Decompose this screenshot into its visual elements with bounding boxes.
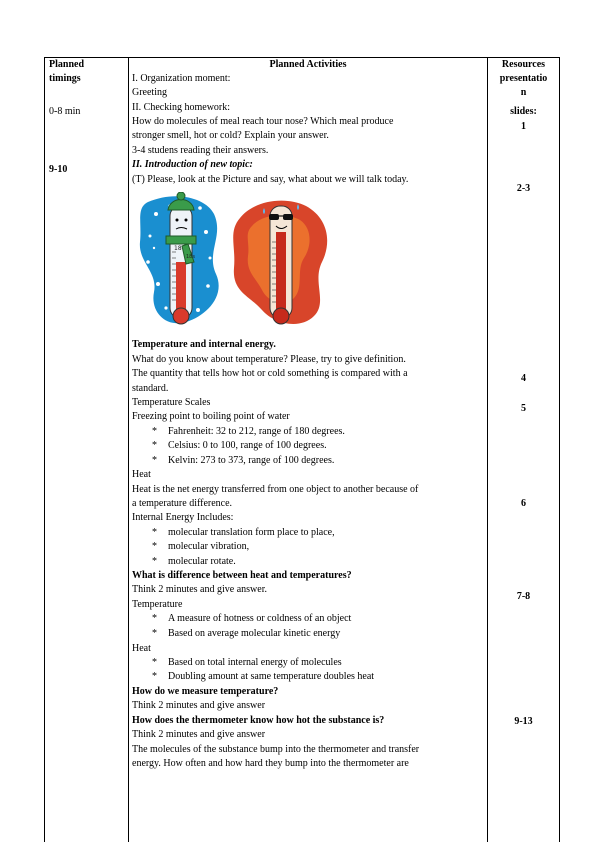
- activity-line: Think 2 minutes and give answer.: [132, 584, 267, 595]
- activity-line: Greeting: [132, 87, 167, 98]
- header-timings-line-1: Planned: [49, 59, 85, 70]
- thermometers-illustration: [136, 192, 336, 332]
- bullet-marker: *: [152, 426, 157, 437]
- activity-line: Internal Energy Includes:: [132, 512, 234, 523]
- activity-heading: What is difference between heat and temperatures?: [132, 570, 352, 581]
- table-top-border: [44, 57, 560, 58]
- bullet-marker: *: [152, 657, 157, 668]
- bullet-marker: *: [152, 541, 157, 552]
- bullet-item-text: Based on total internal energy of molecules: [168, 657, 342, 668]
- activity-line: How do molecules of meal reach tour nose? Which meal produce: [132, 116, 394, 127]
- bullet-item-text: Doubling amount at same temperature doubles heat: [168, 671, 375, 682]
- activity-line: Heat: [132, 643, 151, 654]
- bullet-item-text: molecular translation form place to place,: [168, 527, 335, 538]
- activity-line: stronger smell, hot or cold? Explain your answer.: [132, 130, 329, 141]
- bullet-marker: *: [152, 613, 157, 624]
- activity-line: Heat is the net energy transferred from one object to another because of: [132, 484, 419, 495]
- activity-line: Think 2 minutes and give answer: [132, 729, 266, 740]
- activity-line: Think 2 minutes and give answer: [132, 700, 266, 711]
- activity-line: Heat: [132, 469, 151, 480]
- hot-thermometer-scene: [233, 201, 327, 324]
- table-divider-1: [128, 57, 129, 842]
- activity-line: II. Checking homework:: [132, 102, 231, 113]
- activity-line: a temperature difference.: [132, 498, 233, 509]
- bullet-item-text: molecular vibration,: [168, 541, 250, 552]
- header-resources-line-3: n: [520, 87, 527, 98]
- activity-heading: II. Introduction of new topic:: [132, 159, 253, 170]
- header-activities: Planned Activities: [269, 59, 347, 70]
- activity-heading: How do we measure temperature?: [132, 686, 279, 697]
- bullet-marker: *: [152, 556, 157, 567]
- table-right-border: [559, 57, 560, 842]
- activity-line: (T) Please, look at the Picture and say, what about we will talk today.: [132, 174, 409, 185]
- activity-line: What do you know about temperature? Please, try to give definition.: [132, 354, 406, 365]
- bullet-item-text: Fahrenheit: 32 to 212, range of 180 degrees.: [168, 426, 345, 437]
- resource-slide-6: 6: [521, 498, 526, 509]
- bullet-item-text: Celsius: 0 to 100, range of 100 degrees.: [168, 440, 327, 451]
- cold-label-2: 18s: [186, 254, 195, 260]
- timing-0-8: 0-8 min: [49, 106, 81, 117]
- header-resources-line-2: presentatio: [499, 73, 548, 84]
- resource-slide-9-13: 9-13: [514, 716, 533, 727]
- activity-line: The quantity that tells how hot or cold something is compared with a: [132, 368, 408, 379]
- activity-line: energy. How often and how hard they bump into the thermometer are: [132, 758, 409, 769]
- activity-line: Temperature: [132, 599, 183, 610]
- resource-slide-2-3: 2-3: [516, 183, 531, 194]
- resource-slide-1: 1: [521, 121, 526, 132]
- activity-line: standard.: [132, 383, 169, 394]
- cold-thermometer-scene: [140, 192, 219, 324]
- activity-heading: How does the thermometer know how hot the substance is?: [132, 715, 385, 726]
- resource-slide-5: 5: [521, 403, 526, 414]
- bullet-item-text: Based on average molecular kinetic energy: [168, 628, 341, 639]
- bullet-item-text: molecular rotate.: [168, 556, 236, 567]
- header-resources-line-1: Resources: [501, 59, 546, 70]
- bullet-item-text: Kelvin: 273 to 373, range of 100 degrees.: [168, 455, 335, 466]
- bullet-marker: *: [152, 527, 157, 538]
- table-left-border: [44, 57, 45, 842]
- bullet-marker: *: [152, 671, 157, 682]
- bullet-marker: *: [152, 455, 157, 466]
- activity-line: 3-4 studens reading their answers.: [132, 145, 269, 156]
- activity-line: I. Organization moment:: [132, 73, 231, 84]
- bullet-marker: *: [152, 628, 157, 639]
- cold-label-1: 18: [174, 245, 182, 252]
- bullet-marker: *: [152, 440, 157, 451]
- activity-line: The molecules of the substance bump into the thermometer and transfer: [132, 744, 420, 755]
- activity-line: Freezing point to boiling point of water: [132, 411, 290, 422]
- bullet-item-text: A measure of hotness or coldness of an object: [168, 613, 352, 624]
- activity-line: Temperature Scales: [132, 397, 211, 408]
- timing-9-10: 9-10: [49, 164, 68, 175]
- activity-heading: Temperature and internal energy.: [132, 339, 276, 350]
- resource-slide-7-8: 7-8: [516, 591, 531, 602]
- header-timings-line-2: timings: [49, 73, 81, 84]
- resource-slide-4: 4: [521, 373, 526, 384]
- header-resources-line-4: slides:: [510, 106, 537, 117]
